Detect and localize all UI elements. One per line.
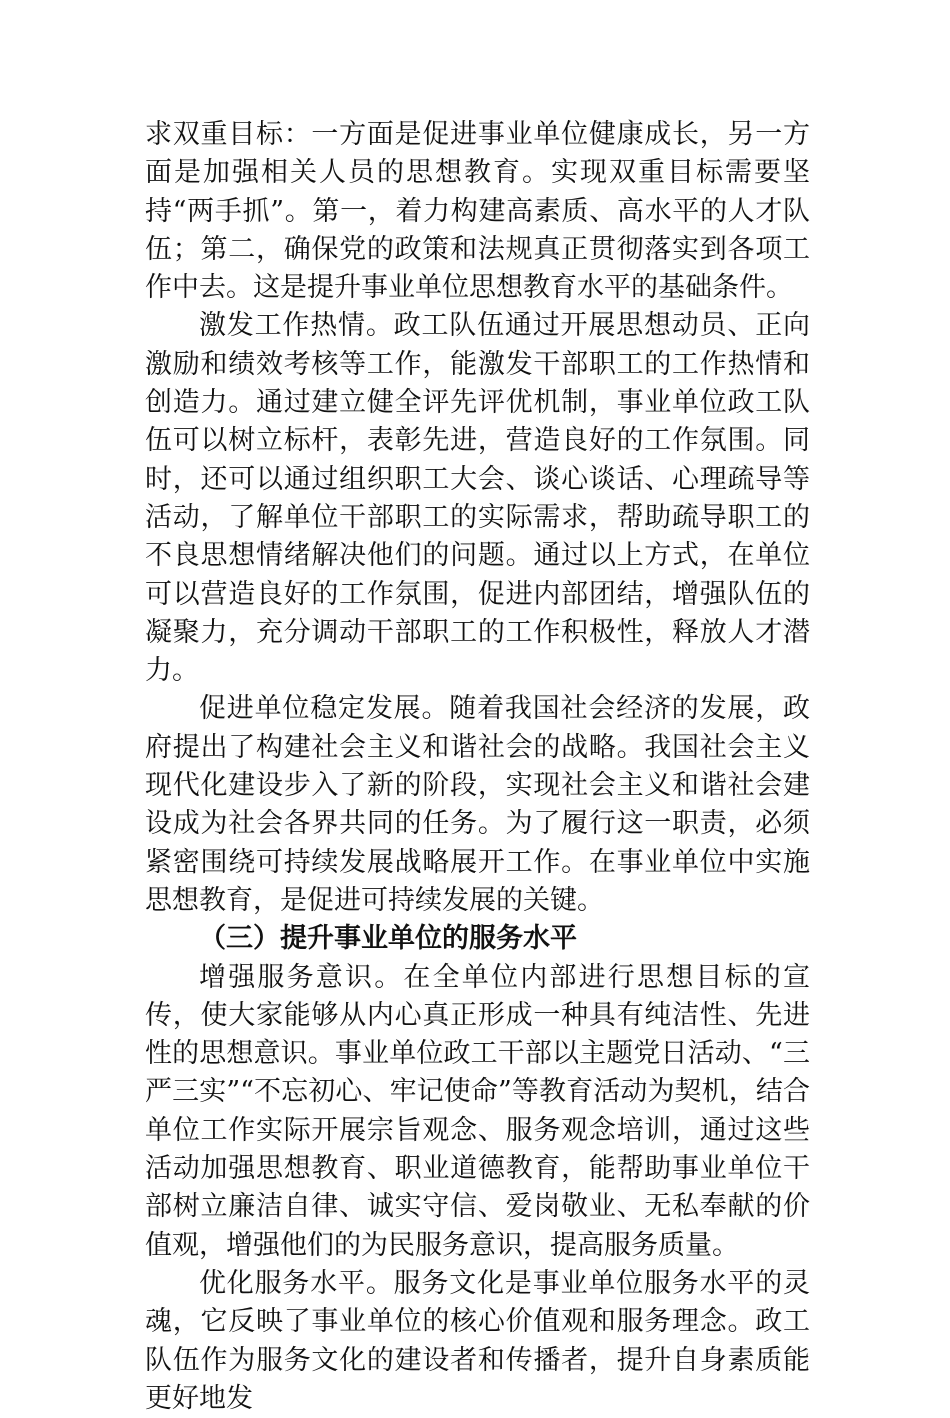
- paragraph-stimulate-work-enthusiasm: 激发工作热情。政工队伍通过开展思想动员、正向激励和绩效考核等工作，能激发干部职工的工作热情和创造力。通过建立健全评先评优机制，事业单位政工队伍可以树立标杆，表彰先进，营造良好的工作氛围。同时，还可以通过组织职工大会、谈心谈话、心理疏导等活动，了解单位干部职工的实际需求，帮助疏导职工的不良思想情绪解决他们的问题。通过以上方式，在单位可以营造良好的工作氛围，促进内部团结，增强队伍的凝聚力，充分调动干部职工的工作积极性，释放人才潜力。: [145, 310, 810, 687]
- document-page: [145, 116, 810, 1418]
- paragraph-continuation: 求双重目标：一方面是促进事业单位健康成长，另一方面是加强相关人员的思想教育。实现双重目标需要坚持“两手抓”。第一，着力构建高素质、高水平的人才队伍；第二，确保党的政策和法规真正贯彻落实到各项工作中去。这是提升事业单位思想教育水平的基础条件。: [145, 119, 810, 304]
- paragraph-promote-stable-development: 促进单位稳定发展。随着我国社会经济的发展，政府提出了构建社会主义和谐社会的战略。我国社会主义现代化建设步入了新的阶段，实现社会主义和谐社会建设成为社会各界共同的任务。为了履行这一职责，必须紧密围绕可持续发展战略展开工作。在事业单位中实施思想教育，是促进可持续发展的关键。: [145, 693, 810, 916]
- paragraph-optimize-service-level: 优化服务水平。服务文化是事业单位服务水平的灵魂，它反映了事业单位的核心价值观和服务理念。政工队伍作为服务文化的建设者和传播者，提升自身素质能更好地发: [145, 1267, 810, 1414]
- paragraph-enhance-service-awareness: 增强服务意识。在全单位内部进行思想目标的宣传，使大家能够从内心真正形成一种具有纯洁性、先进性的思想意识。事业单位政工干部以主题党日活动、“三严三实”“不忘初心、牢记使命”等教育活动为契机，结合单位工作实际开展宗旨观念、服务观念培训，通过这些活动加强思想教育、职业道德教育，能帮助事业单位干部树立廉洁自律、诚实守信、爱岗敬业、无私奉献的价值观，增强他们的为民服务意识，提高服务质量。: [145, 961, 810, 1261]
- section-heading: （三）提升事业单位的服务水平: [199, 923, 577, 955]
